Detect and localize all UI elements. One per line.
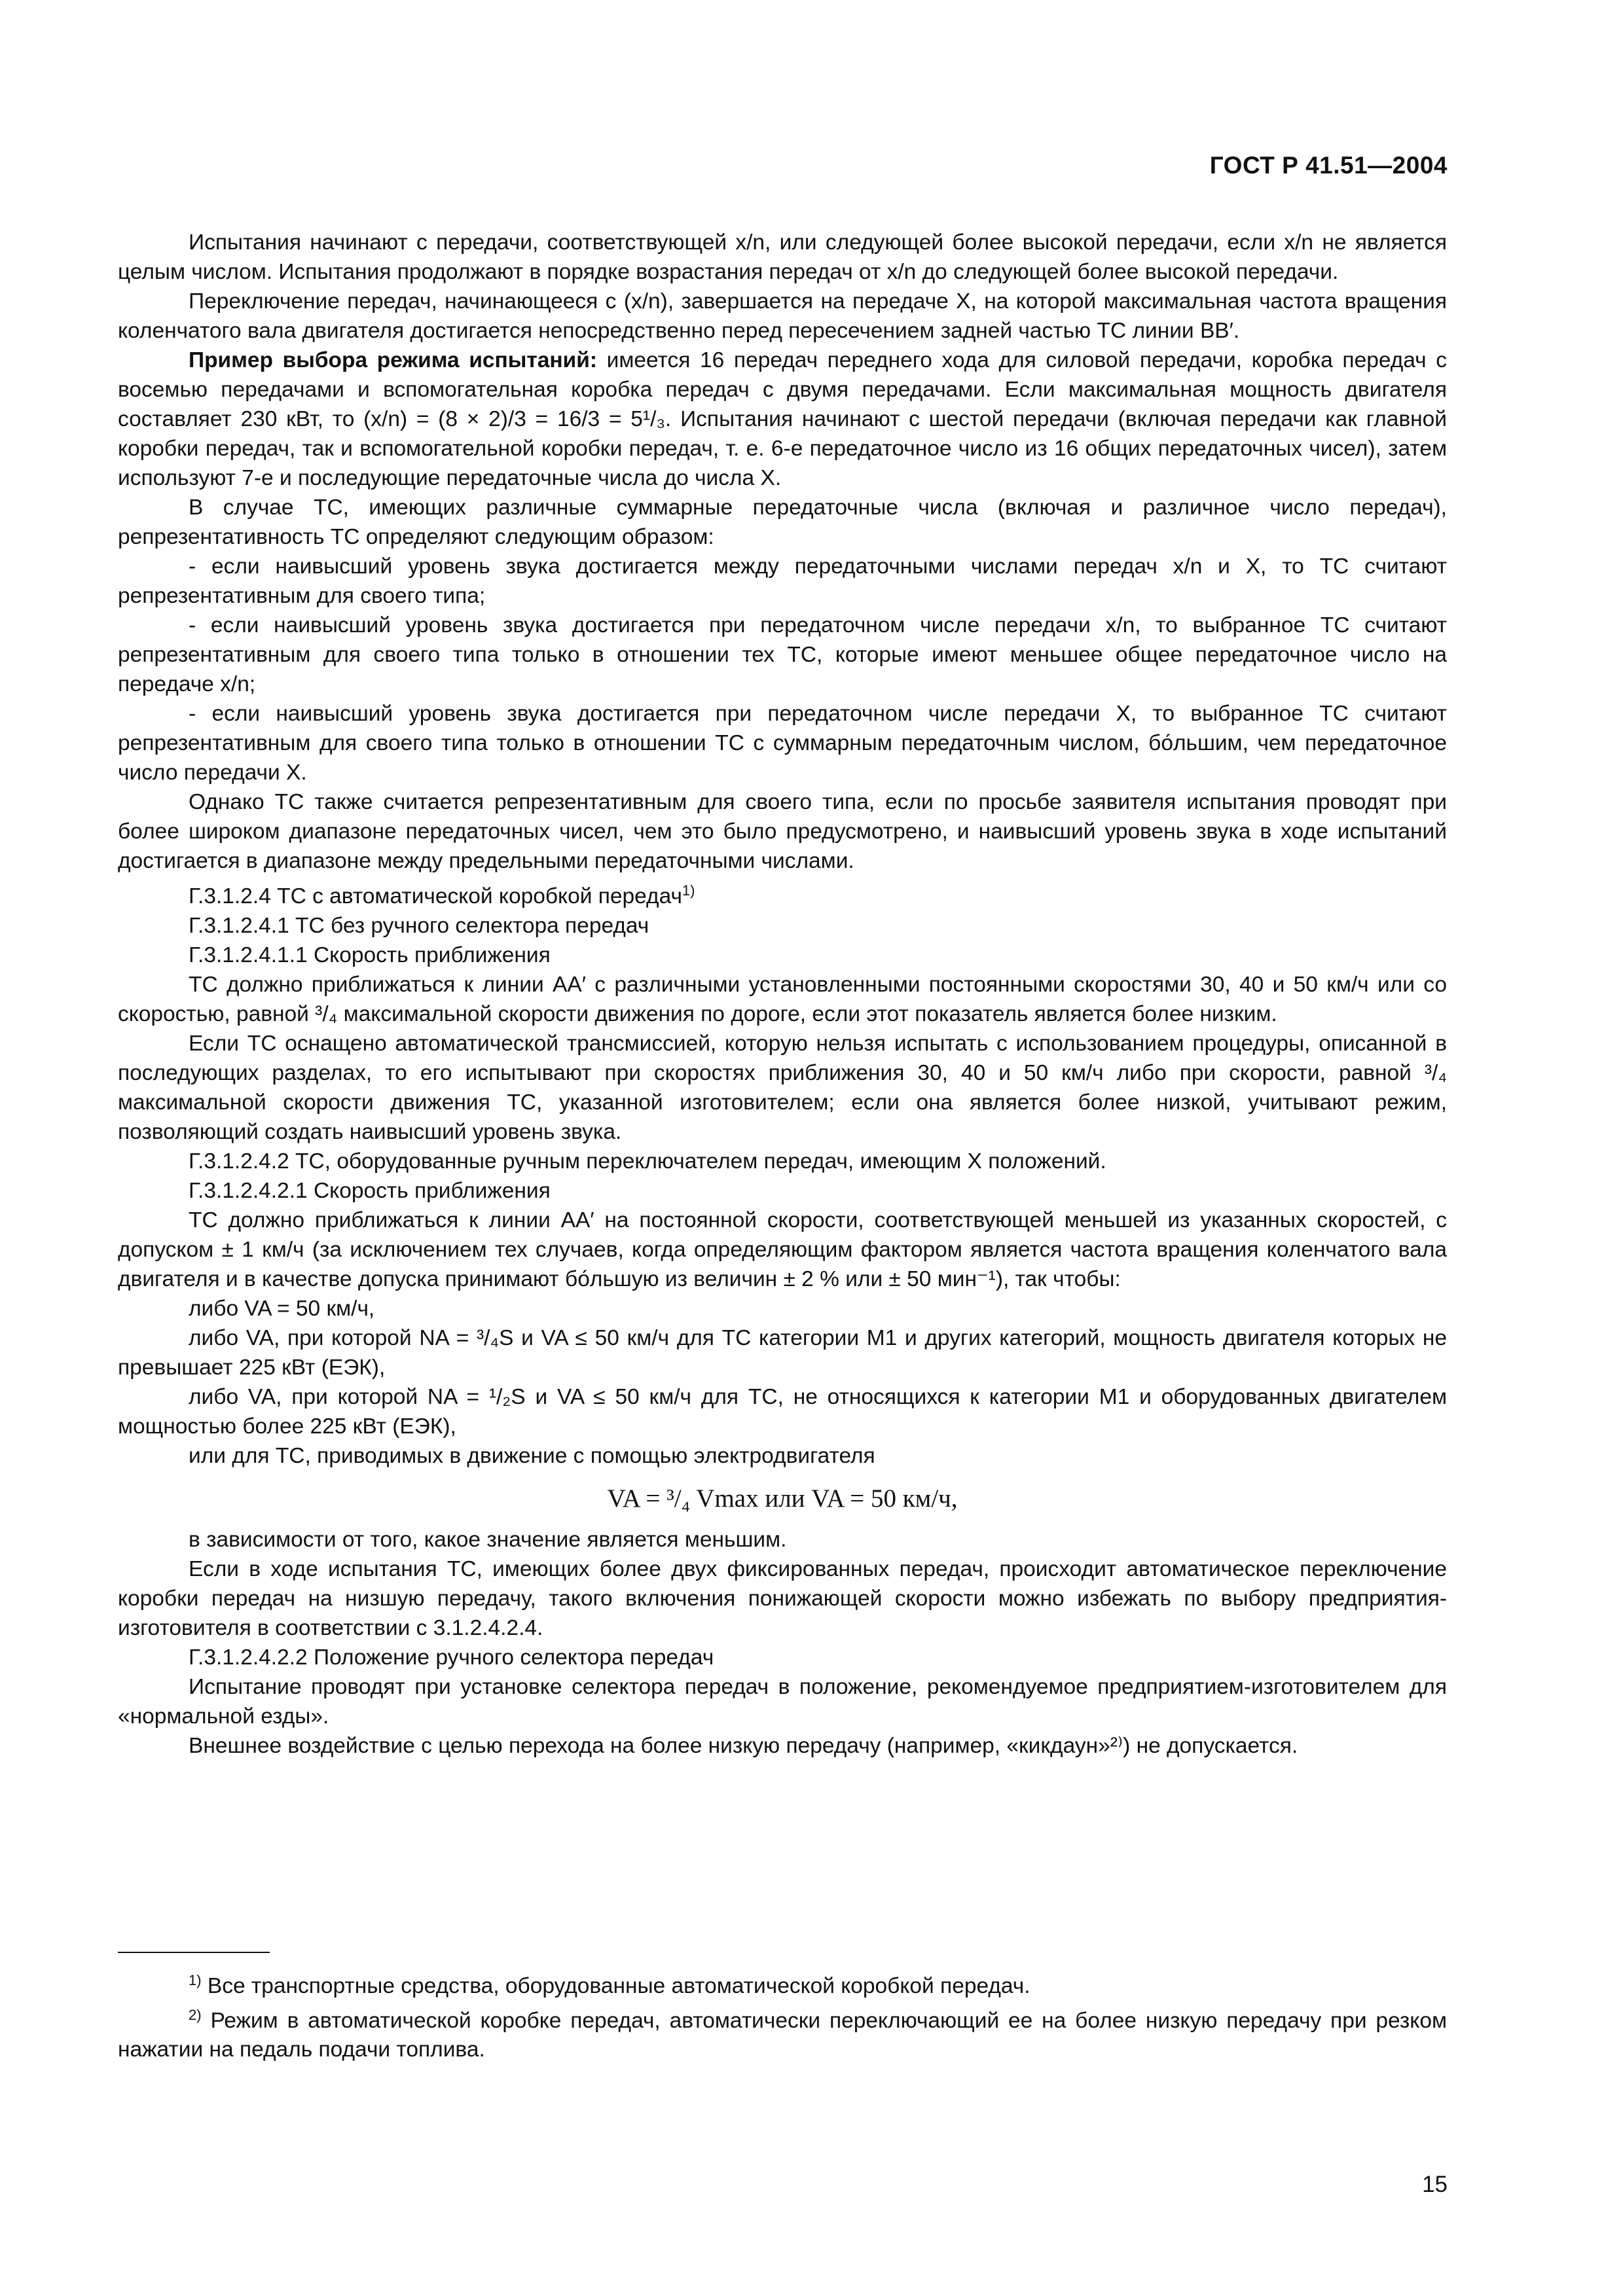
footnote-text: Все транспортные средства, оборудованные автоматической коробкой передач. <box>207 1974 1030 1999</box>
paragraph: Испытание проводят при установке селектора передач в положение, рекомендуемое предприятием-изготовителем для «нормальной езды». <box>118 1675 1447 1729</box>
list-item: - если наивысший уровень звука достигается при передаточном числе передачи x/n, то выбранное ТС считают репрезентативным для своего типа только в отношении тех ТС, которые имеют меньшее общее передаточное число на передаче x/n; <box>118 613 1447 696</box>
footnote-mark: 2) <box>189 2007 202 2024</box>
paragraph: Переключение передач, начинающееся с (x/n), завершается на передаче X, на которой максимальная частота вращения коленчатого вала двигателя достигается непосредственно перед пересечением задней частью ТС линии BB′. <box>118 289 1447 343</box>
paragraph: в зависимости от того, какое значение является меньшим. <box>189 1528 787 1552</box>
clause-heading: Г.3.1.2.4.1.1 Скорость приближения <box>189 943 551 968</box>
condition-line: либо VA = 50 км/ч, <box>189 1297 375 1321</box>
clause-heading <box>118 876 1447 911</box>
example-text: имеется 16 передач переднего хода для силовой передачи, коробка передач с восемью передачами и вспомогательная коробка передач с двумя передачами. Если максимальная мощность двигателя составляет 230 кВт, то (x/n) = (8 × 2)/3 = 16/3 = 5¹/₃. Испытания начинают с шестой передачи (включая передачи как главной коробки передач, так и вспомогательной коробки передач, т. е. 6-е передаточное число из 16 общих передаточных чисел), затем используют 7-е и последующие передаточные числа до числа X. <box>118 348 1447 490</box>
paragraph: Если ТС оснащено автоматической трансмиссией, которую нельзя испытать с использованием процедуры, описанной в последующих разделах, то его испытывают при скоростях приближения 30, 40 и 50 км/ч либо при скорости, равной ³/₄ максимальной скорости движения ТС, указанной изготовителем; если она является более низкой, учитывают режим, позволяющий создать наивысший уровень звука. <box>118 1031 1447 1145</box>
clause-heading: Г.3.1.2.4.2 ТС, оборудованные ручным переключателем передач, имеющим X положений. <box>189 1149 1106 1174</box>
page-number: 15 <box>1422 2172 1448 2197</box>
list-item: - если наивысший уровень звука достигается между передаточными числами передач x/n и X, то ТС считают репрезентативным для своего типа; <box>118 554 1447 608</box>
footnote-ref: 1) <box>682 882 695 899</box>
clause-heading: Г.3.1.2.4.2.2 Положение ручного селектора передач <box>189 1645 714 1670</box>
condition-line: либо VA, при которой NA = ¹/₂S и VA ≤ 50 км/ч для ТС, не относящихся к категории M1 и оборудованных двигателем мощностью более 225 кВт (ЕЭК), <box>118 1385 1447 1439</box>
paragraph: ТС должно приближаться к линии AA′ с различными установленными постоянными скоростями 30, 40 и 50 км/ч или со скоростью, равной ³/₄ максимальной скорости движения по дороге, если этот показатель является более низким. <box>118 973 1447 1027</box>
paragraph: Если в ходе испытания ТС, имеющих более двух фиксированных передач, происходит автоматическое переключение коробки передач на низшую передачу, такого включения понижающей скорости можно избежать по выбору предприятия-изготовителя в соответствии с 3.1.2.4.2.4. <box>118 1557 1447 1641</box>
paragraph: В случае ТС, имеющих различные суммарные передаточные числа (включая и различное число передач), репрезентативность ТС определяют следующим образом: <box>118 495 1447 549</box>
clause-heading: Г.3.1.2.4.2.1 Скорость приближения <box>189 1179 551 1204</box>
list-item: - если наивысший уровень звука достигается при передаточном числе передачи X, то выбранное ТС считают репрезентативным для своего типа только в отношении ТС с суммарным передаточным числом, бо́льшим, чем передаточное число передачи X. <box>118 702 1447 785</box>
clause-heading: Г.3.1.2.4.1 ТС без ручного селектора передач <box>189 914 649 939</box>
footnote-mark: 1) <box>189 1972 202 1988</box>
main-text <box>118 228 1447 1761</box>
formula: VA = ³/₄ Vmax или VA = 50 км/ч, <box>607 1484 958 1513</box>
condition-line: либо VA, при которой NA = ³/₄S и VA ≤ 50 км/ч для ТС категории M1 и других категорий, мощность двигателя которых не превышает 225 кВт (ЕЭК), <box>118 1326 1447 1380</box>
footnotes <box>118 1966 1447 2064</box>
footnote-divider <box>118 1952 270 1953</box>
paragraph-example <box>118 346 1447 493</box>
condition-line: или для ТС, приводимых в движение с помощью электродвигателя <box>189 1444 875 1469</box>
example-label: Пример выбора режима испытаний: <box>189 348 598 372</box>
paragraph: Однако ТС также считается репрезентативным для своего типа, если по просьбе заявителя испытания проводят при более широком диапазоне передаточных чисел, чем это было предусмотрено, и наивысший уровень звука в ходе испытаний достигается в диапазоне между предельными передаточными числами. <box>118 790 1447 873</box>
footnote <box>118 2001 1447 2064</box>
footnote <box>118 1966 1447 2001</box>
paragraph: ТС должно приближаться к линии AA′ на постоянной скорости, соответствующей меньшей из указанных скоростей, с допуском ± 1 км/ч (за исключением тех случаев, когда определяющим фактором является частота вращения коленчатого вала двигателя и в качестве допуска принимают бо́льшую из величин ± 2 % или ± 50 мин⁻¹), так чтобы: <box>118 1208 1447 1292</box>
clause-text: Г.3.1.2.4 ТС с автоматической коробкой передач <box>189 884 682 909</box>
paragraph: Испытания начинают с передачи, соответствующей x/n, или следующей более высокой передачи, если x/n не является целым числом. Испытания продолжают в порядке возрастания передач от x/n до следующей более высокой передачи. <box>118 230 1447 284</box>
paragraph: Внешнее воздействие с целью перехода на более низкую передачу (например, «кикдаун»²⁾) не допускается. <box>189 1734 1298 1759</box>
standard-header: ГОСТ Р 41.51—2004 <box>1209 152 1448 179</box>
footnote-text: Режим в автоматической коробке передач, автоматически переключающий ее на более низкую передачу при резком нажатии на педаль подачи топлива. <box>118 2009 1447 2062</box>
